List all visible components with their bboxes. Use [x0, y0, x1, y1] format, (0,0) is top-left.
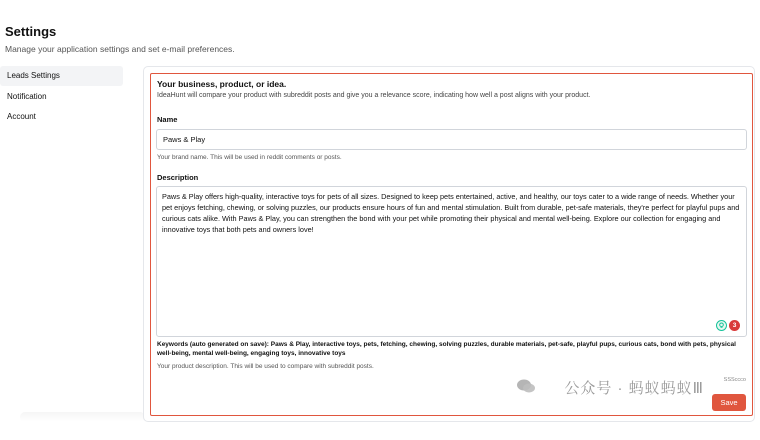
sidebar-item-account[interactable]: Account [7, 112, 36, 121]
grammar-check-icon[interactable] [716, 320, 727, 331]
watermark-text: 公众号 · 蚂蚁蚂蚁Ⅲ [564, 380, 704, 397]
section-title: Your business, product, or idea. [157, 79, 287, 89]
watermark-small-text: SSSccco [723, 377, 746, 383]
leads-settings-form [150, 73, 753, 416]
page-subtitle: Manage your application settings and set e-mail preferences. [5, 44, 235, 54]
description-help-text: Your product description. This will be used to compare with subreddit posts. [157, 363, 374, 370]
name-field[interactable] [156, 129, 747, 150]
sidebar-shadow [20, 412, 145, 422]
page-header [5, 24, 235, 54]
save-button[interactable]: Save [712, 394, 746, 411]
section-description: IdeaHunt will compare your product with subreddit posts and give you a relevance score, indicating how well a post aligns with your product. [157, 92, 591, 99]
description-textarea[interactable] [156, 186, 747, 337]
grammar-issue-count-badge[interactable]: 3 [729, 320, 740, 331]
grammar-assistant[interactable] [716, 320, 740, 331]
name-label: Name [157, 115, 178, 124]
sidebar-item-notification[interactable]: Notification [7, 91, 47, 101]
sidebar-item-leads-settings[interactable]: Leads Settings [0, 66, 123, 86]
wechat-watermark-icon [516, 378, 536, 394]
description-label: Description [157, 173, 199, 182]
description-text: Paws & Play offers high-quality, interactive toys for pets of all sizes. Designed to keep pets entertained, active, and healthy, our toys cater to a wide range of needs. Whether your pet enjoys fetching, chewing, or solving puzzles, our products ensure hours of fun and mental stimulation. Built from durable, pet-safe materials, they're perfect for playful pups and curious cats alike. With Paws & Play, you can strengthen the bond with your pet while promoting their physical and mental well-being. Explore our collection for engaging and innovative toys that both pets and owners love! [162, 192, 740, 234]
page-title: Settings [5, 24, 57, 39]
name-help-text: Your brand name. This will be used in reddit comments or posts. [157, 154, 342, 161]
generated-keywords: Keywords (auto generated on save): Paws & Play, interactive toys, pets, fetching, chewing, solving puzzles, durable materials, pet-safe, playful pups, curious cats, bond with pets, physical well-being, mental well-being, engaging toys, innovative toys [157, 341, 736, 357]
settings-sidebar [0, 66, 123, 127]
